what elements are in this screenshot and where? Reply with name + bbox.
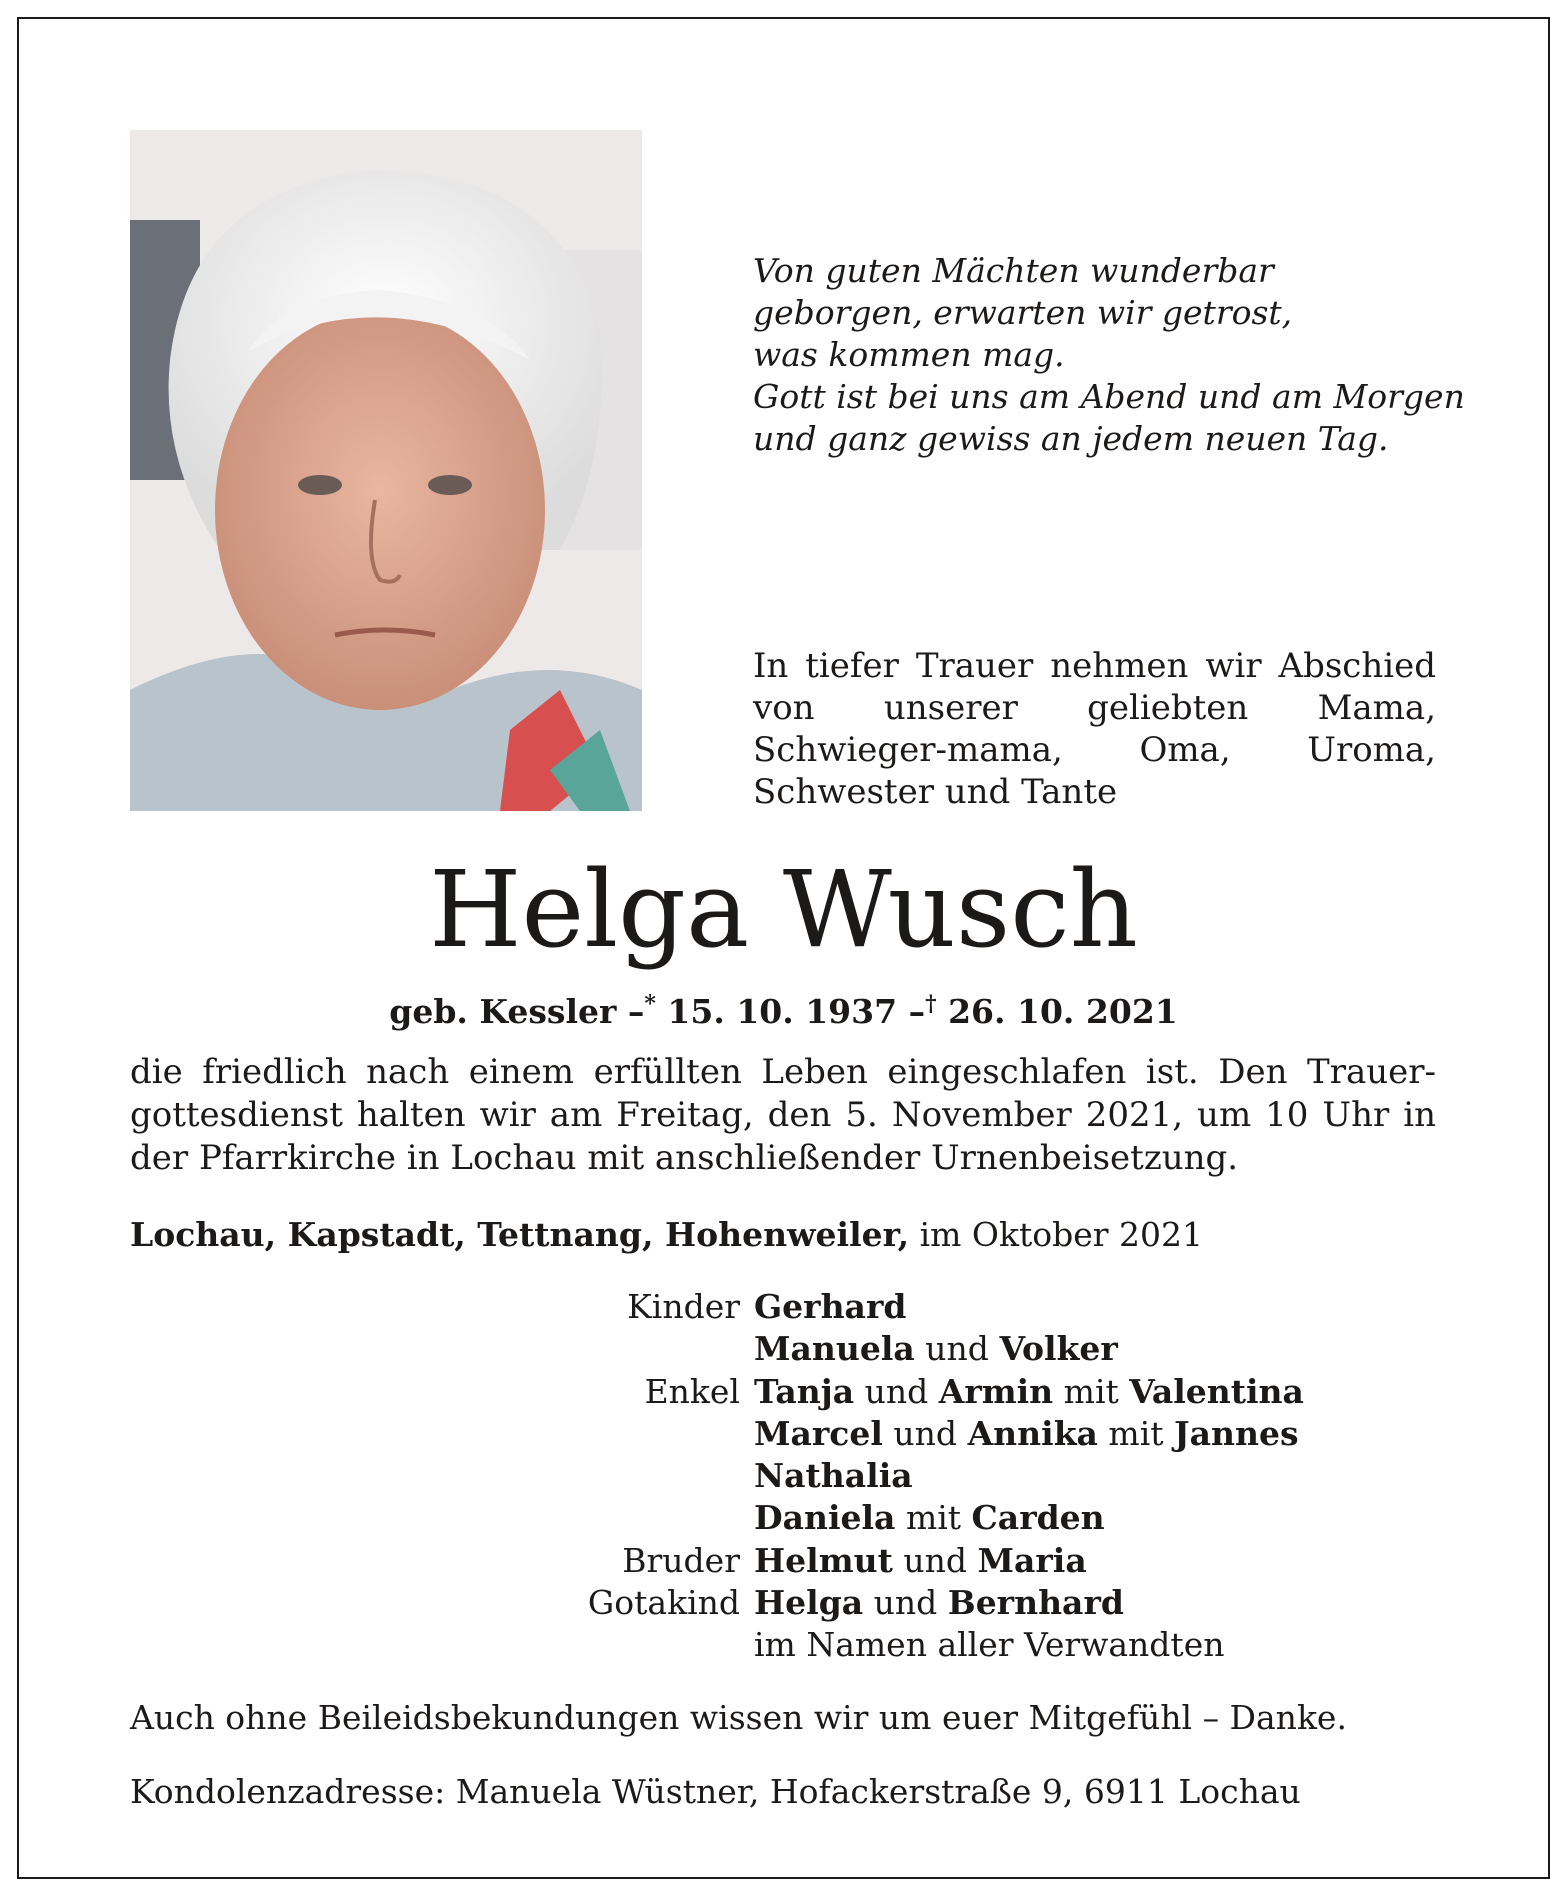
mourner-row — [380, 1328, 1304, 1370]
locations: Lochau, Kapstadt, Tettnang, Hohenweiler, — [130, 1215, 910, 1254]
condolence-address: Kondolenzadresse: Manuela Wüstner, Hofackerstraße 9, 6911 Lochau — [130, 1772, 1301, 1811]
death-cross-icon: † — [925, 991, 937, 1017]
separator: – — [908, 992, 926, 1031]
mourner-names — [754, 1455, 913, 1497]
mourner-name: Helmut — [754, 1540, 893, 1580]
mourner-row — [380, 1413, 1304, 1455]
connector-text: und — [914, 1329, 1000, 1369]
connector-text: und — [863, 1583, 948, 1623]
mourner-name: Bernhard — [947, 1583, 1124, 1623]
funeral-info: die friedlich nach einem erfüllten Leben eingeschlafen ist. Den Trauer-gottesdienst halten wir am Freitag, den 5. November 2021, um 10 Uhr in der Pfarrkirche in Lochau mit anschließender Urnenbeisetzung. — [130, 1052, 1436, 1178]
death-date: 26. 10. 2021 — [948, 992, 1178, 1031]
month-year: im Oktober 2021 — [919, 1215, 1203, 1254]
connector-text: im Namen aller Verwandten — [754, 1625, 1225, 1665]
poem-line: geborgen, erwarten wir getrost, — [753, 293, 1293, 332]
places-line — [130, 1213, 1436, 1257]
mourner-row — [380, 1497, 1304, 1539]
relation-label: Bruder — [622, 1540, 740, 1580]
thanks-note: Auch ohne Beileidsbekundungen wissen wir um euer Mitgefühl – Danke. — [130, 1698, 1347, 1737]
relation-label — [380, 1624, 754, 1666]
mourner-names — [754, 1497, 1105, 1539]
relation-label — [380, 1455, 754, 1497]
portrait-photo — [130, 130, 642, 811]
mourner-name: Manuela — [754, 1329, 915, 1369]
mourner-name: Annika — [967, 1413, 1098, 1453]
relation-label: Kinder — [627, 1287, 740, 1326]
connector-text: und — [892, 1540, 978, 1580]
mourner-name: Gerhard — [754, 1287, 907, 1326]
mourner-row — [380, 1540, 1304, 1582]
mourners-list — [380, 1286, 1304, 1667]
poem-line: was kommen mag. — [753, 335, 1065, 374]
mourner-name: Helga — [754, 1583, 864, 1623]
relation-label — [380, 1413, 754, 1455]
life-dates — [0, 982, 1567, 1034]
mourner-names — [754, 1413, 1299, 1455]
connector-text: mit — [1097, 1413, 1175, 1453]
mourner-name: Armin — [938, 1371, 1054, 1411]
poem-line: Gott ist bei uns am Abend und am Morgen — [753, 377, 1465, 416]
born-name: geb. Kessler — [389, 992, 617, 1031]
mourner-row — [380, 1371, 1304, 1413]
mourner-name: Nathalia — [754, 1456, 913, 1496]
connector-text: mit — [895, 1498, 972, 1538]
intro-text: In tiefer Trauer nehmen wir Abschied von unserer geliebten Mama, Schwieger-mama, Oma, Uroma, Schwester und Tante — [753, 646, 1436, 812]
birth-star-icon: * — [644, 991, 656, 1017]
mourner-row — [380, 1582, 1304, 1624]
poem-line: und ganz gewiss an jedem neuen Tag. — [753, 419, 1389, 458]
relation-label — [380, 1328, 754, 1370]
mourner-names — [754, 1582, 1124, 1624]
mourner-row — [380, 1286, 1304, 1328]
mourner-name: Maria — [977, 1540, 1087, 1580]
mourner-name: Jannes — [1174, 1413, 1299, 1453]
relation-label: Enkel — [644, 1371, 740, 1411]
mourner-name: Carden — [971, 1498, 1105, 1538]
mourner-row — [380, 1624, 1304, 1666]
mourner-row — [380, 1455, 1304, 1497]
relation-label — [380, 1497, 754, 1539]
mourner-names — [754, 1371, 1304, 1413]
mourner-names — [754, 1624, 1224, 1666]
mourner-name: Tanja — [754, 1371, 855, 1411]
separator: – — [627, 992, 645, 1031]
connector-text: und — [882, 1413, 968, 1453]
mourner-name: Marcel — [754, 1413, 883, 1453]
connector-text: und — [854, 1371, 939, 1411]
mourner-names — [754, 1328, 1118, 1370]
deceased-name: Helga Wusch — [429, 848, 1138, 971]
relation-label: Gotakind — [587, 1583, 740, 1623]
mourner-name: Valentina — [1129, 1371, 1304, 1411]
birth-date: 15. 10. 1937 — [667, 992, 898, 1031]
mourner-name: Volker — [999, 1329, 1118, 1369]
poem — [753, 250, 1465, 460]
mourner-names — [754, 1540, 1087, 1582]
poem-line: Von guten Mächten wunderbar — [753, 251, 1274, 290]
mourner-name: Daniela — [754, 1498, 896, 1538]
mourner-names — [754, 1286, 906, 1328]
connector-text: mit — [1053, 1371, 1130, 1411]
